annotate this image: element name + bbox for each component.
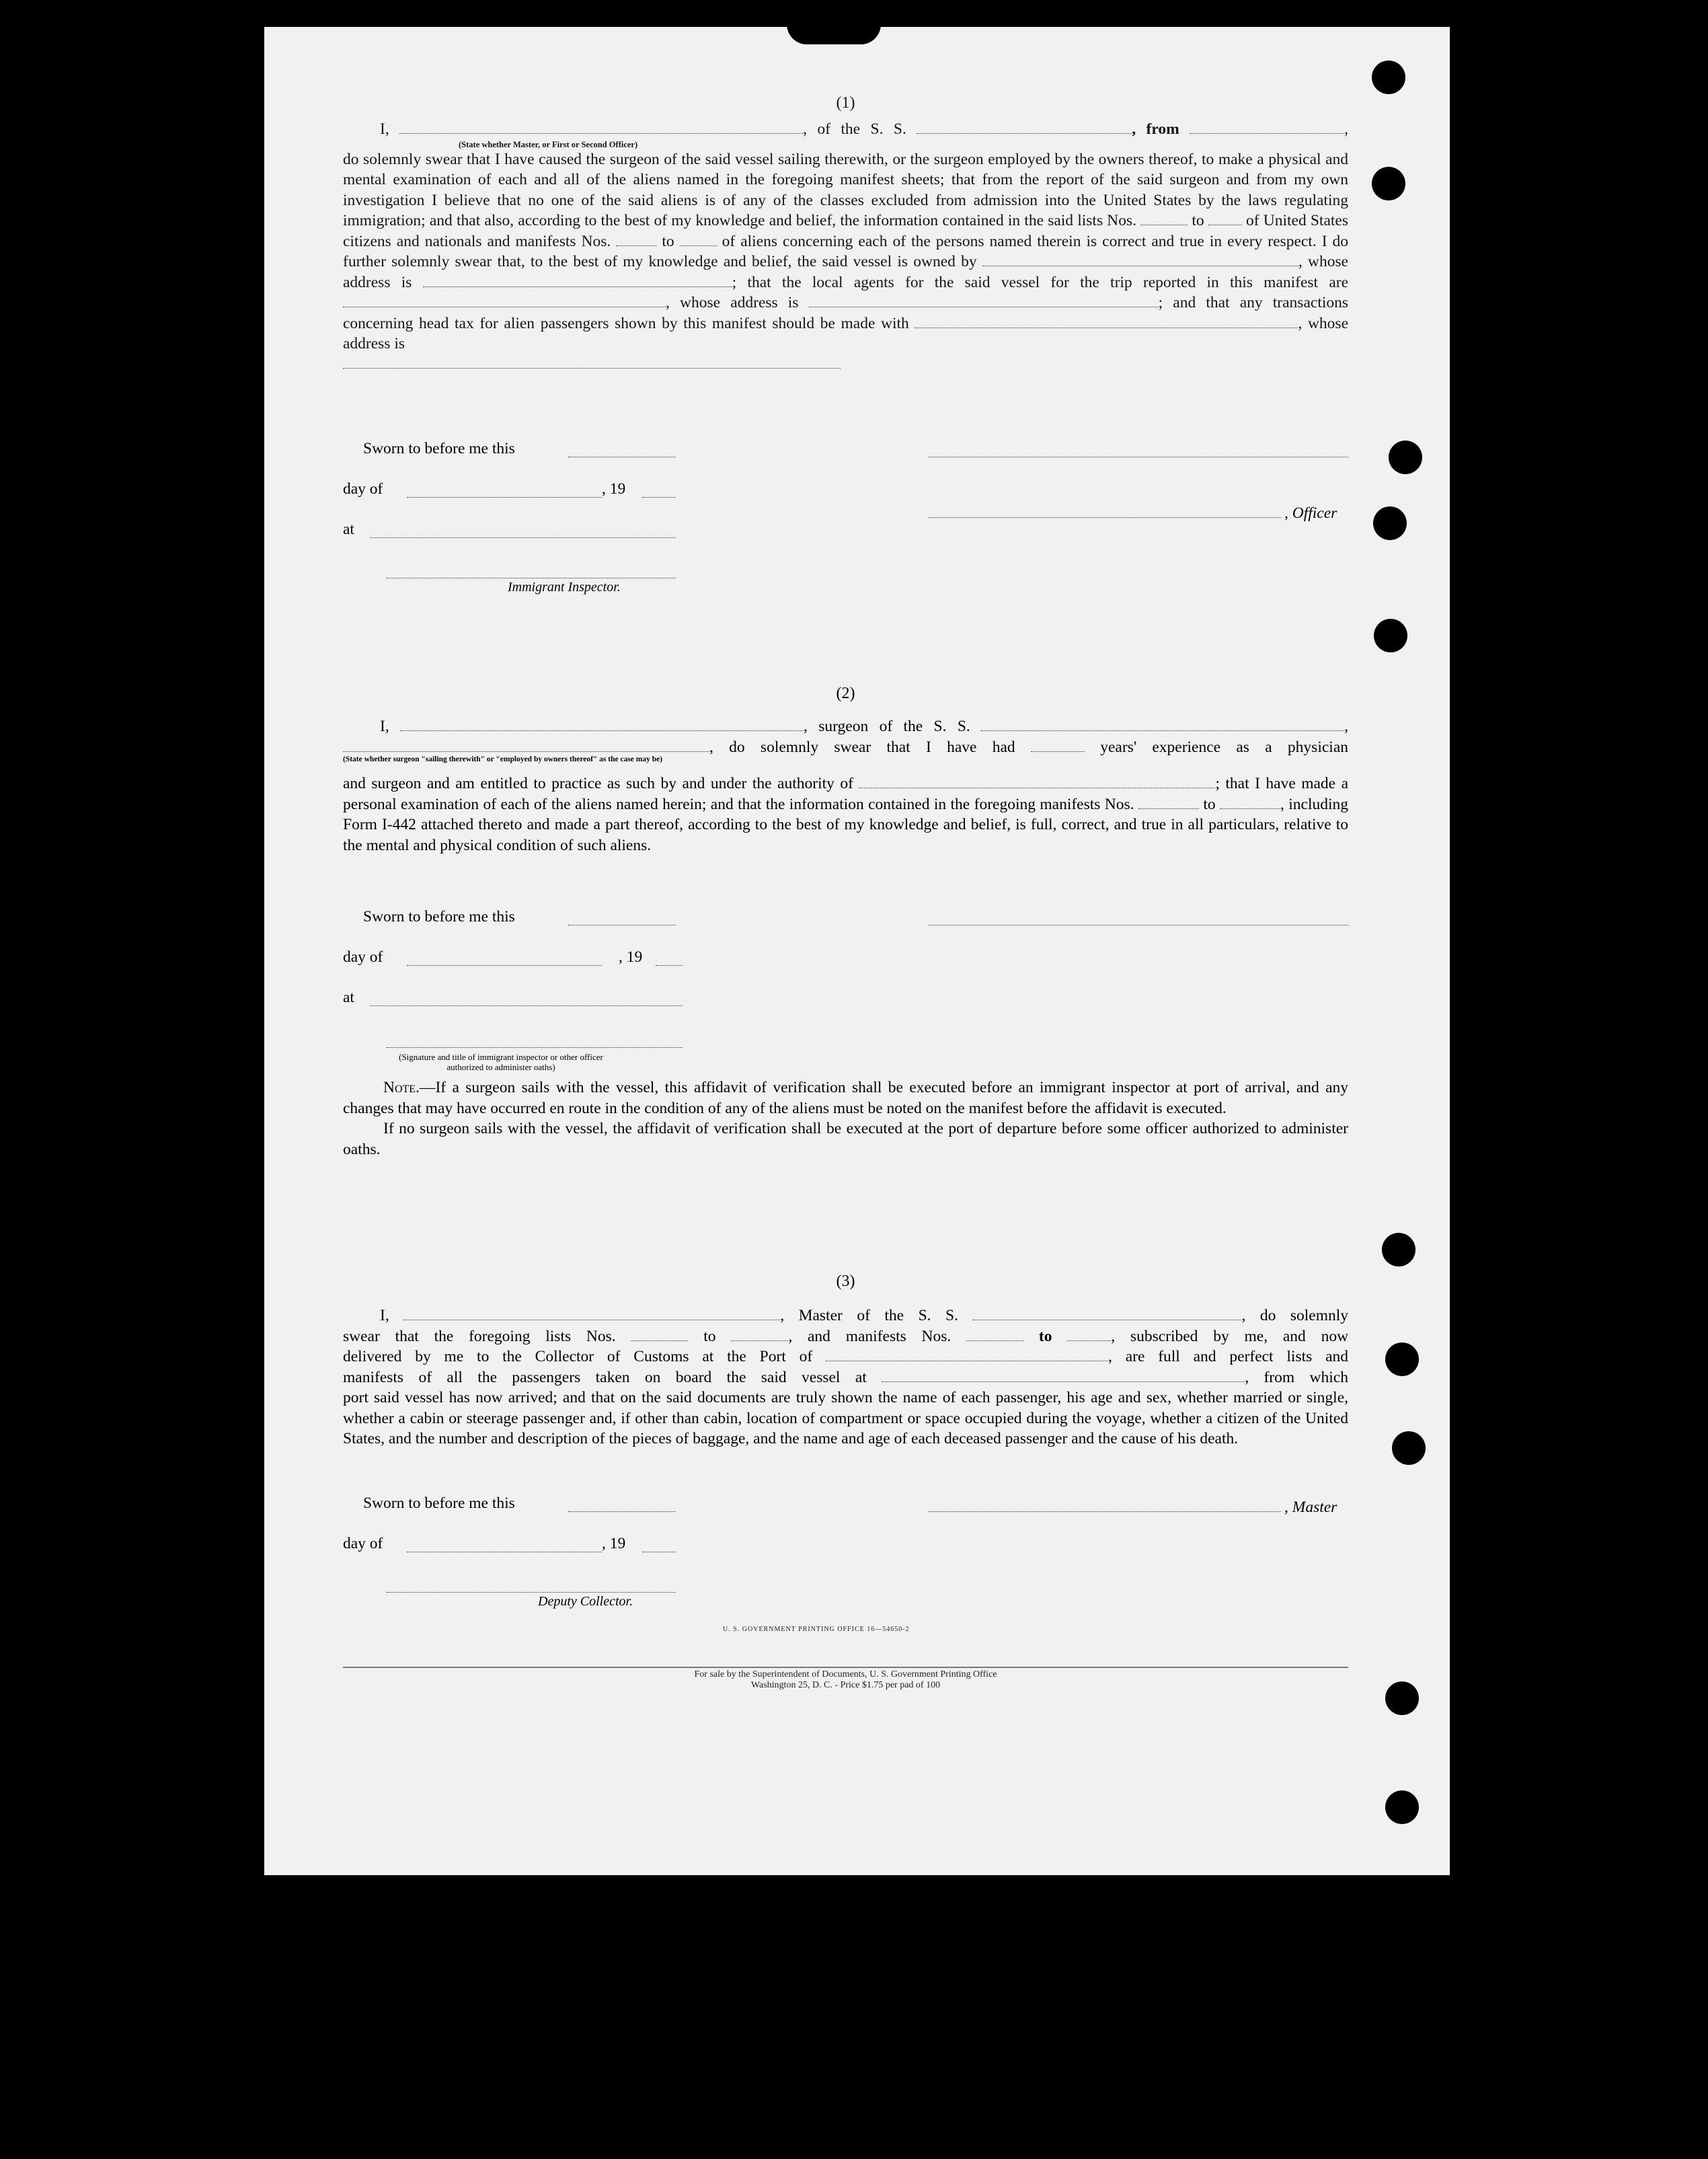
deputy-signature-line[interactable] — [387, 1591, 676, 1593]
punch-hole — [1374, 619, 1407, 652]
deputy-label: Deputy Collector. — [538, 1594, 633, 1609]
section-1-body: do solemnly swear that I have caused the surgeon of the said vessel sailing therewith, or the surgeon employed by the owners thereof, to make a physical and mental examination of each and all of the aliens named in the foregoing manifest sheets; that from the report of the said surgeon and from my own investigation I believe that no one of the said aliens is of any of the classes excluded from admission into the United States by the laws regulating immigration; and that also, according to the best of my knowledge and belief, the information contained in the said lists Nos. to of United States citizens and nationals and manifests Nos. to of aliens concerning each of the persons named therein is correct and true in every respect. I do further solemnly swear that, to the best of my knowledge and belief, the said vessel is owned by , whose address is ; that the local agents for the said vessel for the trip reported in this manifest are , whose address is ; and that any transactions concerning head tax for alien passengers shown by this manifest should be made with , whose address is — [343, 150, 1349, 352]
manifests-to-blank[interactable] — [1067, 1328, 1111, 1341]
note-text-2: If no surgeon sails with the vessel, the affidavit of verification shall be executed at the port of departure before some officer authorized to administer oaths. — [343, 1120, 1348, 1158]
section-3: (3) I, , Master of the S. S. , do solemnly swear that the foregoing lists Nos. to , and manifests Nos. to , subscribed by me, and now delivered by me to the Collector of Customs at the Port of , are full and perfect lists and manifests of all the passengers taken on board the said vessel at , from which port said vessel has now arrived; and that on the said documents are truly shown the name of each passenger, his age and sex, whether married or single, whether a cabin or steerage passenger and, if other than cabin, location of compartment or space occupied during the voyage, whether a citizen of the United States, and the number and description of the pieces of baggage, and the name and age of each deceased passenger and the cause of his death. — [343, 1273, 1348, 1449]
section-number: (2) — [836, 685, 855, 702]
footer — [343, 1669, 1348, 1691]
authority-blank[interactable] — [859, 775, 1215, 788]
punch-hole — [1372, 167, 1405, 200]
port-blank[interactable] — [826, 1349, 1108, 1361]
punch-hole — [1385, 1681, 1419, 1715]
lists-to-blank[interactable] — [1208, 213, 1242, 225]
rank-blank[interactable] — [399, 121, 803, 134]
section-3-body: port said vessel has now arrived; and that on the said documents are truly shown the name of each passenger, his age and sex, whether married or single, whether a cabin or steerage passenger and, if other than cabin, location of compartment or space occupied during the voyage, whether a citizen of the United States, and the number and description of the pieces of baggage, and the name and age of each deceased passenger and the cause of his death. — [343, 1389, 1348, 1447]
place-blank[interactable] — [370, 537, 676, 538]
head-tax-blank[interactable] — [915, 315, 1298, 328]
sworn-date-blank[interactable] — [568, 924, 676, 925]
owner-address-blank[interactable] — [423, 274, 732, 287]
manifests-from-blank[interactable] — [966, 1328, 1023, 1341]
manifests-from-blank[interactable] — [616, 233, 656, 246]
year-blank[interactable] — [656, 964, 683, 966]
sworn-block-1: Sworn to before me this day of , 19 , Officer at Immigrant Inspector. — [343, 437, 1348, 599]
address-continuation-blank[interactable] — [343, 356, 841, 369]
oath-line-1: I, , of the S. S. , from , — [380, 120, 1349, 138]
torn-edge — [787, 24, 881, 44]
footer-line-1: For sale by the Superintendent of Documents, U. S. Government Printing Office — [694, 1669, 997, 1679]
year-blank[interactable] — [642, 496, 676, 498]
punch-hole — [1385, 1342, 1419, 1376]
master-name-blank[interactable] — [403, 1308, 780, 1320]
manifest-to-blank[interactable] — [1220, 796, 1280, 809]
inspector-label: Immigrant Inspector. — [508, 580, 621, 595]
agents-address-blank[interactable] — [809, 295, 1159, 307]
section-number: (3) — [836, 1273, 855, 1290]
section-1 — [343, 94, 1348, 372]
officer-signature-line[interactable] — [928, 456, 1348, 457]
sworn-block-2: Sworn to before me this day of , 19 at (Signature and title of immigrant inspector or other officer authorized to administer oaths) — [343, 905, 1348, 1080]
lists-from-blank[interactable] — [631, 1328, 688, 1341]
punch-hole — [1382, 1233, 1415, 1266]
rank-hint: (State whether Master, or First or Second Officer) — [459, 139, 638, 149]
master-signature-line[interactable] — [928, 1511, 1281, 1512]
years-blank[interactable] — [1031, 739, 1085, 752]
inspector-signature-line[interactable] — [387, 577, 676, 578]
vessel-blank[interactable] — [917, 121, 1132, 134]
lists-to-blank[interactable] — [731, 1328, 788, 1341]
sworn-date-blank[interactable] — [568, 456, 676, 457]
year-blank[interactable] — [642, 1551, 676, 1552]
sworn-block-3: Sworn to before me this , Master day of , 19 Deputy Collector. — [343, 1494, 1337, 1609]
surgeon-type-hint: (State whether surgeon "sailing therewith" or "employed by owners thereof" as the case may be) — [343, 755, 663, 763]
agents-blank[interactable] — [343, 295, 666, 307]
surgeon-signature-line[interactable] — [928, 924, 1348, 925]
note-text: —If a surgeon sails with the vessel, this affidavit of verification shall be executed before an immigrant inspector at port of arrival, and any changes that may have occurred en route in the condition of any of the aliens must be noted on the manifest before the affidavit is executed. — [343, 1079, 1348, 1117]
day-blank[interactable] — [407, 1551, 602, 1552]
officer-signature-line[interactable] — [387, 1047, 683, 1048]
surgeon-type-blank[interactable] — [343, 739, 709, 752]
manifest-from-blank[interactable] — [1138, 796, 1199, 809]
punch-hole — [1385, 1790, 1419, 1824]
note-label: Note. — [383, 1079, 420, 1096]
note-block — [343, 1077, 1348, 1160]
place-blank[interactable] — [370, 1005, 683, 1006]
lists-from-blank[interactable] — [1140, 213, 1188, 225]
day-blank[interactable] — [407, 964, 602, 966]
punch-hole — [1373, 506, 1407, 540]
sworn-date-blank[interactable] — [568, 1511, 676, 1512]
section-number: (1) — [836, 94, 855, 112]
section-2: (2) I, , surgeon of the S. S. , , do solemnly swear that I have had years' experience as a physician (State whether surgeon "sailing therewith" or "employed by owners thereof" as the case may be) and surgeon and am entitled to practice as such by and under the authority of ; that I have made a personal examination of each of the aliens named herein; and that the information contained in the foregoing manifests Nos. to , including Form I-442 attached thereto and made a part thereof, according to the best of my knowledge and belief, is full, correct, and true in all particulars, relative to the mental and physical condition of such aliens. — [343, 685, 1349, 854]
surgeon-vessel-blank[interactable] — [981, 718, 1344, 731]
punch-hole — [1392, 1431, 1426, 1465]
embark-port-blank[interactable] — [882, 1369, 1245, 1382]
footer-line-2: Washington 25, D. C. - Price $1.75 per pad of 100 — [750, 1680, 941, 1690]
footer-divider — [343, 1667, 1348, 1668]
manifests-to-blank[interactable] — [680, 233, 717, 246]
from-blank[interactable] — [1190, 121, 1344, 134]
owner-blank[interactable] — [982, 254, 1298, 266]
surgeon-name-blank[interactable] — [400, 718, 804, 731]
signature-hint: (Signature and title of immigrant inspector or other officer authorized to administer oaths) — [399, 1052, 603, 1072]
day-blank[interactable] — [407, 496, 602, 498]
master-vessel-blank[interactable] — [972, 1308, 1241, 1320]
printing-office-code: U. S. GOVERNMENT PRINTING OFFICE 16—54650-2 — [723, 1626, 910, 1633]
punch-hole — [1389, 441, 1422, 474]
punch-hole — [1372, 61, 1405, 94]
